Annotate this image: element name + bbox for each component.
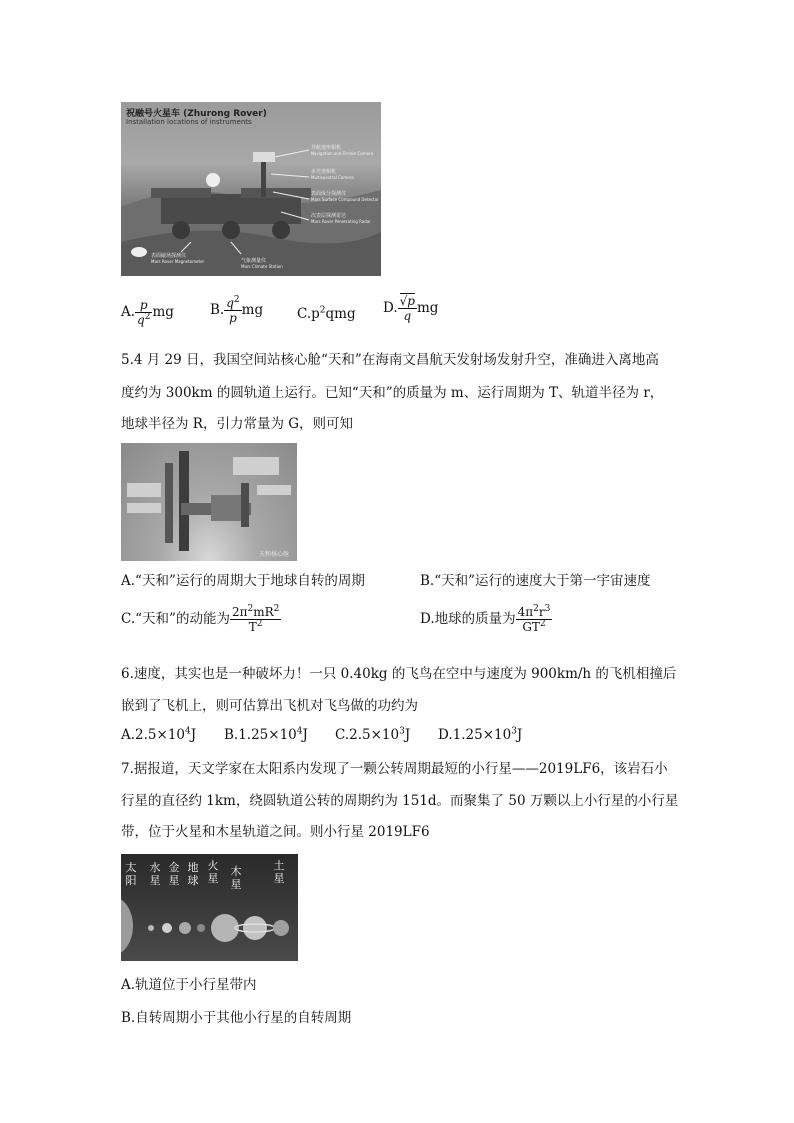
q5-stem-line3: 地球半径为 R，引力常量为 G，则可知 (121, 416, 354, 432)
q6-stem-line1: 6.速度，其实也是一种破坏力！一只 0.40kg 的飞鸟在空中与速度为 900km/h 的飞机相撞后 (121, 666, 677, 682)
rover-label-4: Multispectral Camera (311, 175, 354, 180)
rover-label-6: Mars Surface Compound Detector (311, 197, 379, 202)
rover-label-5: 表面成分探测仪 (311, 191, 347, 197)
rover-scene-graphic (121, 102, 381, 276)
label-earth: 地球 (187, 861, 199, 887)
q5-option-c[interactable]: C.“天和”的动能为 $\frac{2\pi^2mR^2}{T^2}$ (121, 604, 280, 634)
q5-option-d[interactable]: D.地球的质量为 $\frac{4\pi^2r^3}{GT^2}$ (420, 604, 551, 634)
q7-stem-line3: 带，位于火星和木星轨道之间。则小行星 2019LF6 (121, 824, 430, 840)
rover-label-7: 次表层探测雷达 (311, 213, 347, 219)
q6-option-d[interactable]: $D.1.25\times 10^3J$ (438, 726, 523, 743)
tianhe-station-graphic (121, 443, 297, 561)
label-jupiter: 木星 (230, 865, 242, 891)
rover-label-9: 表面磁场探测仪 (151, 253, 187, 259)
q6-option-c[interactable]: $C.2.5\times 10^3J$ (335, 726, 411, 743)
rover-label-2: Navigation and Terrain Camera (311, 151, 374, 156)
q7-option-a[interactable]: A.轨道位于小行星带内 (121, 977, 257, 993)
q6-option-b[interactable]: $B.1.25\times 10^4J$ (224, 726, 308, 743)
q5-stem-line1: 5.4 月 29 日，我国空间站核心舱“天和”在海南文昌航天发射场发射升空，准确进入离地高 (121, 352, 659, 368)
rover-title: 祝融号火星车 (Zhurong Rover) (126, 109, 267, 119)
rover-label-12: Mars Climate Station (241, 264, 283, 269)
q5-option-b[interactable]: B.“天和”运行的速度大于第一宇宙速度 (420, 573, 651, 589)
q4-option-b[interactable]: B. $\frac{q^2}{p}$ mg (210, 295, 264, 325)
rover-label-1: 导航地形相机 (311, 145, 342, 151)
tianhe-station-image (121, 443, 297, 561)
rover-label-10: Mars Rover Magnetometer (151, 259, 205, 264)
q7-stem-line1: 7.据报道，天文学家在太阳系内发现了一颗公转周期最短的小行星——2019LF6，该岩石小 (121, 761, 668, 777)
rover-label-3: 多光谱相机 (311, 169, 337, 175)
zhurong-rover-image (121, 102, 381, 276)
q5-stem-line2: 度约为 300km 的圆轨道上运行。已知“天和”的质量为 m、运行周期为 T、轨道半径为 r， (121, 385, 664, 401)
rover-label-11: 气象测量仪 (241, 258, 267, 264)
q7-option-b[interactable]: B.自转周期小于其他小行星的自转周期 (121, 1010, 352, 1026)
q4-option-a[interactable]: A. $\frac{p}{q^2}$ mg (121, 298, 174, 327)
q4-option-d[interactable]: D. $\frac{√p}{q}$ mg (383, 294, 439, 323)
q6-stem-line2: 嵌到了飞机上，则可估算出飞机对飞鸟做的功约为 (121, 698, 418, 714)
solar-system-image (121, 854, 298, 961)
q4-option-c[interactable]: $C.p^2qmg$ (297, 305, 356, 322)
rover-label-8: Mars Rover Penetrating Radar (311, 219, 371, 224)
label-venus: 金星 (168, 861, 180, 887)
label-mars: 火星 (207, 859, 219, 885)
q7-stem-line2: 行星的直径约 1km，绕圆轨道公转的周期约为 151d。而聚集了 50 万颗以上小行星的小行星 (121, 793, 679, 809)
label-sun: 太阳 (125, 861, 137, 887)
q5-option-a[interactable]: A.“天和”运行的周期大于地球自转的周期 (121, 573, 365, 589)
label-mercury: 水星 (149, 861, 161, 887)
tianhe-caption: 天和核心舱 (259, 551, 290, 558)
q6-option-a[interactable]: $A.2.5\times 10^4J$ (121, 726, 197, 743)
rover-subtitle: Installation locations of instruments (126, 118, 252, 126)
label-saturn: 土星 (273, 859, 285, 885)
